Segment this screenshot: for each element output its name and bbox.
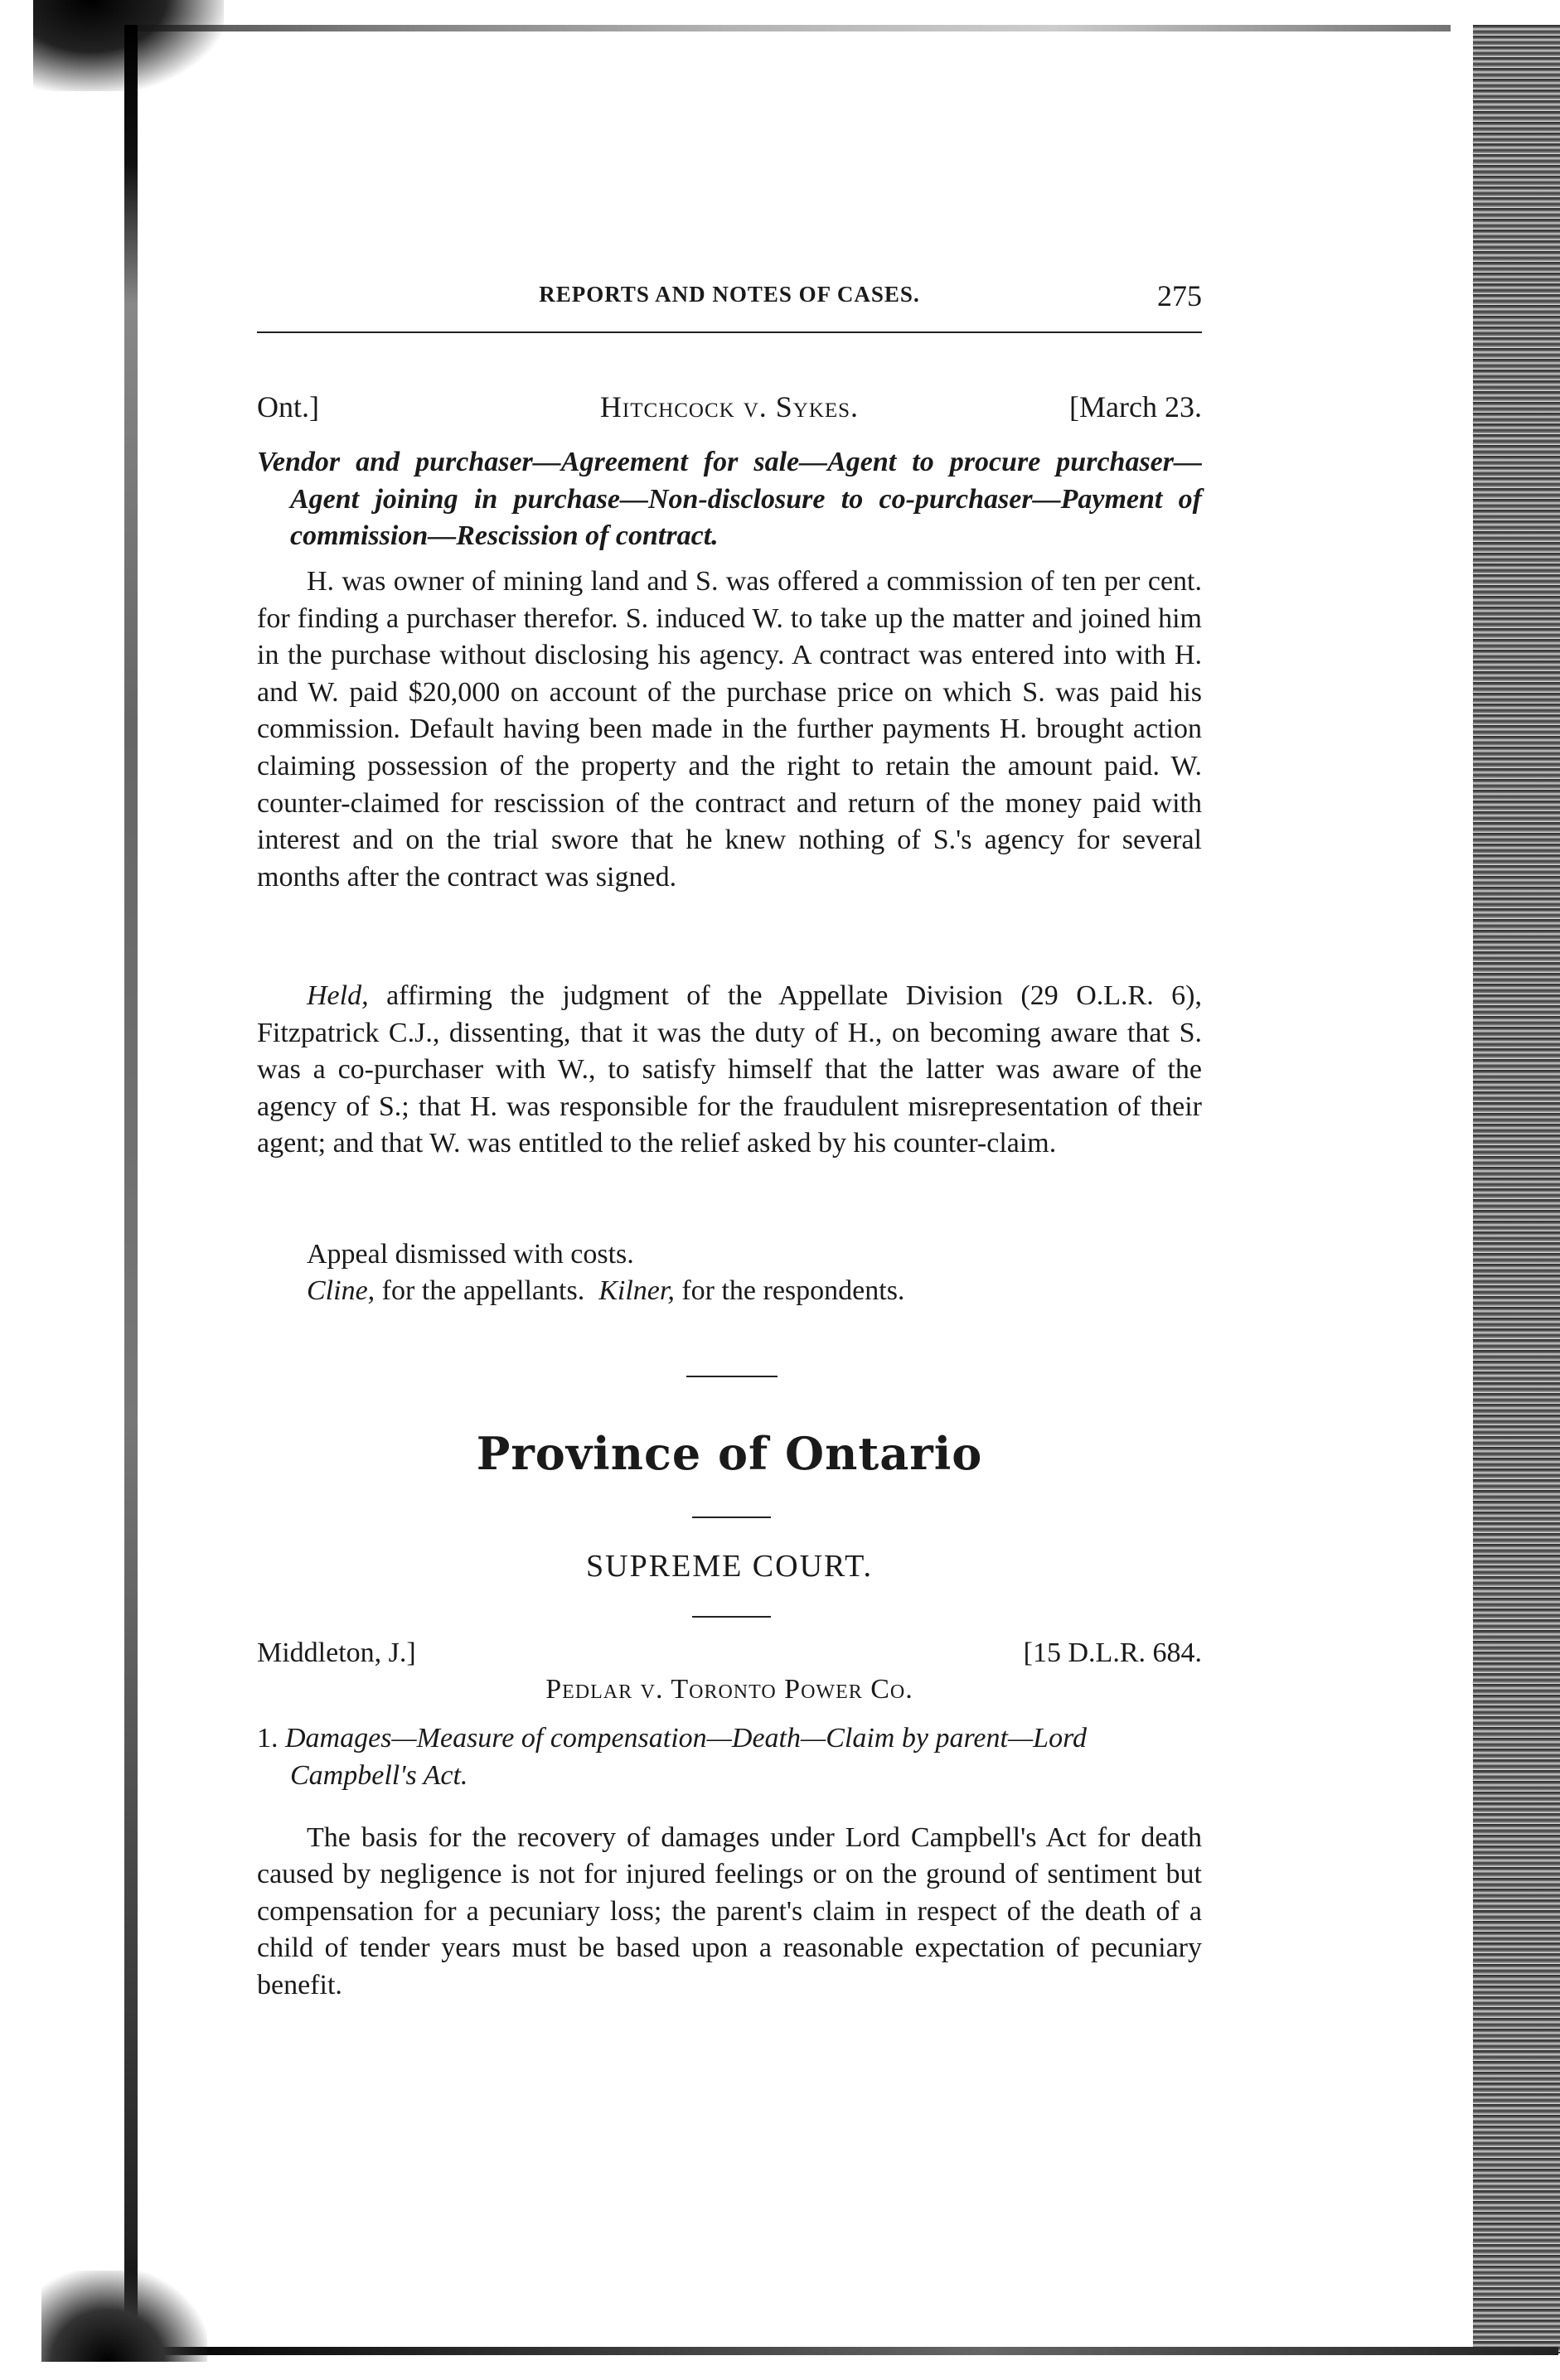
- case-title: Hitchcock v. Sykes.: [599, 390, 860, 423]
- header-rule: [257, 331, 1202, 333]
- case-headnote: Vendor and purchaser—Agreement for sale—Agent to procure purchaser—Agent joining in purchase—Non-disclosure to co-purchaser—Payment of commission—Rescission of contract.: [257, 447, 1202, 551]
- scan-edge-left: [124, 25, 138, 2353]
- case-heading: [257, 389, 1202, 426]
- headnote-text: Damages—Measure of compensation—Death—Claim by parent—Lord Campbell's Act.: [285, 1723, 1088, 1791]
- section-divider: [686, 1376, 778, 1377]
- case2-headnote: [257, 1720, 1202, 1794]
- counsel-respondents-name: Kilner,: [598, 1275, 675, 1306]
- court-divider: [692, 1616, 771, 1618]
- case-date: [March 23.: [1069, 390, 1202, 423]
- case-jurisdiction: Ont.]: [257, 390, 319, 423]
- case-holding: [257, 978, 1202, 1163]
- province-heading: Province of Ontario: [476, 1427, 983, 1480]
- province-divider: [692, 1517, 771, 1518]
- page-number: 275: [1157, 279, 1202, 312]
- case2-summary: The basis for the recovery of damages under Lord Campbell's Act for death caused by negligence is not for injured feelings or on the ground of sentiment but compensation for a pecuniary loss; the parent's claim in respect of the death of a child of tender years must be based upon a reasonable expectation of pecuniary benefit.: [257, 1822, 1202, 2000]
- scan-shadow-bottom-left: [41, 2271, 207, 2362]
- case-summary: H. was owner of mining land and S. was offered a commission of ten per cent. for finding a purchaser therefor. S. induced W. to take up the matter and joined him in the purchase without disclosing his agency. A contract was entered into with H. and W. paid $20,000 on account of the purchase price on which S. was paid his commission. Default having been made in the further payments H. brought action claiming possession of the property and the right to retain the amount paid. W. counter-claimed for rescission of the contract and return of the money paid with interest and on the trial swore that he knew nothing of S.'s agency for several months after the contract was signed.: [257, 566, 1202, 892]
- case2-citation: [15 D.L.R. 684.: [1023, 1637, 1202, 1668]
- case2-heading: [257, 1637, 1202, 1674]
- court-heading: SUPREME COURT.: [586, 1549, 873, 1584]
- case2-title: Pedlar v. Toronto Power Co.: [545, 1674, 913, 1705]
- counsel-respondents-text: for the respondents.: [674, 1275, 905, 1306]
- headnote-number: 1.: [257, 1723, 279, 1754]
- counsel-appellants-text: for the appellants.: [375, 1275, 585, 1306]
- case-counsel: [257, 1273, 1202, 1310]
- counsel-appellants-name: Cline,: [307, 1275, 375, 1306]
- running-header: [257, 279, 1202, 323]
- case-disposition: Appeal dismissed with costs.: [307, 1239, 634, 1270]
- held-word: Held,: [307, 980, 369, 1011]
- running-title: REPORTS AND NOTES OF CASES.: [539, 282, 920, 307]
- scan-edge-top: [124, 25, 1451, 31]
- held-text: affirming the judgment of the Appellate Division (29 O.L.R. 6), Fitzpatrick C.J., dissenting, that it was the duty of H., on becoming aware that S. was a co-purchaser with W., to satisfy himself that the latter was aware of the agency of S.; that H. was responsible for the fraudulent misrepresentation of their agent; and that W. was entitled to the relief asked by his counter-claim.: [257, 980, 1202, 1159]
- case2-judge: Middleton, J.]: [257, 1637, 416, 1668]
- scan-edge-bottom: [124, 2347, 1558, 2355]
- scan-edge-right: [1473, 25, 1560, 2353]
